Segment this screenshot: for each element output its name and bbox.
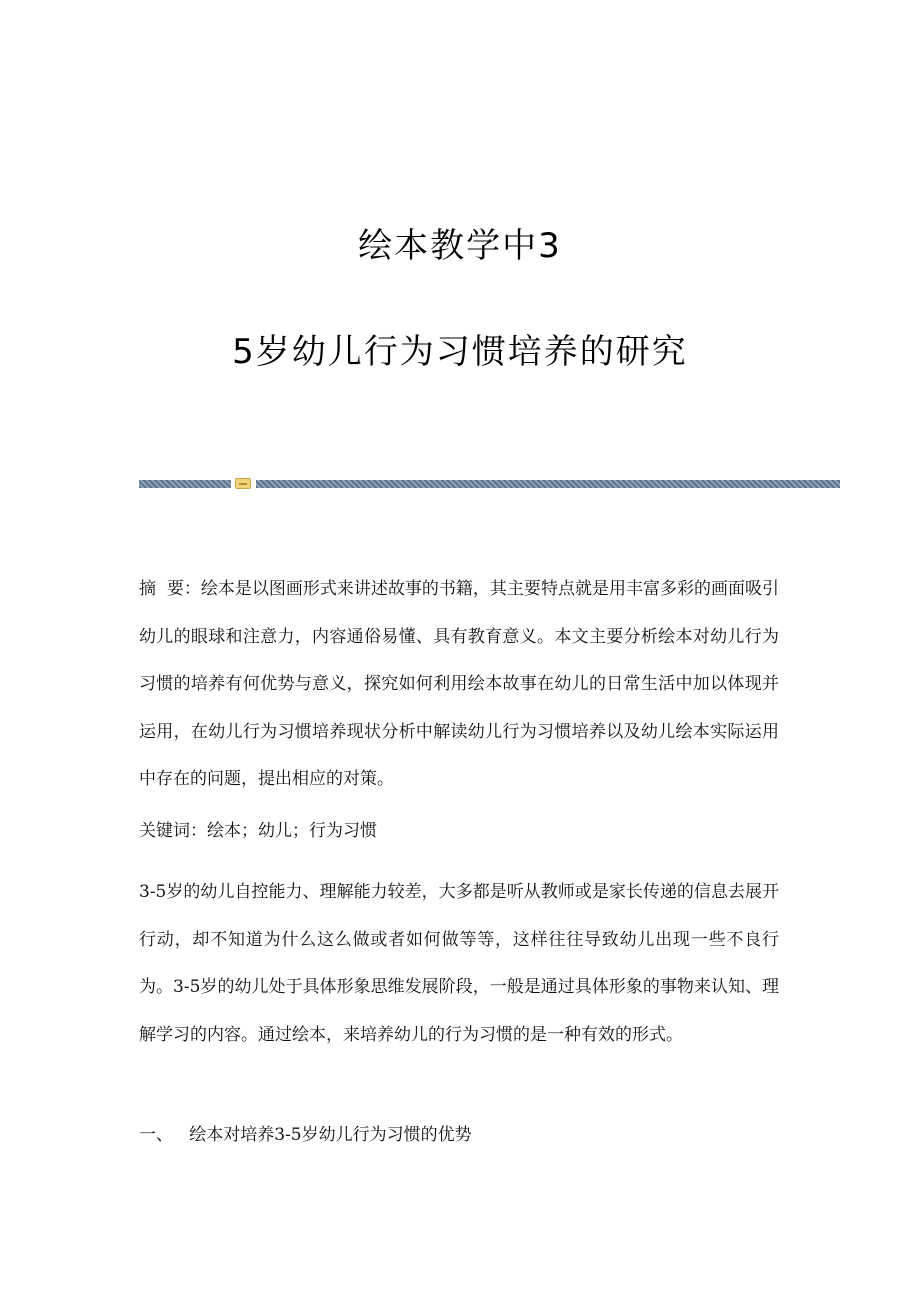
section-title: 绘本对培养3-5岁幼儿行为习惯的优势	[189, 1125, 472, 1145]
keywords-paragraph	[139, 808, 779, 856]
abstract-text: 绘本是以图画形式来讲述故事的书籍，其主要特点就是用丰富多彩的画面吸引幼儿的眼球和注意力，内容通俗易懂、具有教育意义。本文主要分析绘本对幼儿行为习惯的培养有何优势与意义，探究如何利用绘本故事在幼儿的日常生活中加以体现并运用，在幼儿行为习惯培养现状分析中解读幼儿行为习惯培养以及幼儿绘本实际运用中存在的问题，提出相应的对策。	[139, 579, 780, 789]
abstract-paragraph	[139, 566, 779, 804]
keywords-label: 关键词：	[139, 821, 207, 841]
document-title-line-2: 5岁幼儿行为习惯培养的研究	[232, 332, 688, 372]
title-divider-left	[139, 480, 231, 488]
abstract-label: 摘 要：	[139, 579, 201, 599]
keywords-text: 绘本；幼儿；行为习惯	[207, 821, 377, 841]
divider-ornament-icon	[235, 478, 251, 489]
intro-paragraph	[139, 869, 779, 1059]
section-number: 一、	[139, 1125, 173, 1145]
document-title-line-1: 绘本教学中3	[358, 226, 562, 266]
section-heading	[139, 1112, 779, 1160]
intro-text: 3-5岁的幼儿自控能力、理解能力较差，大多都是听从教师或是家长传递的信息去展开行动，却不知道为什么这么做或者如何做等等，这样往往导致幼儿出现一些不良行为。3-5岁的幼儿处于具体形象思维发展阶段，一般是通过具体形象的事物来认知、理解学习的内容。通过绘本，来培养幼儿的行为习惯的是一种有效的形式。	[139, 882, 779, 1045]
title-divider-right	[256, 480, 840, 488]
